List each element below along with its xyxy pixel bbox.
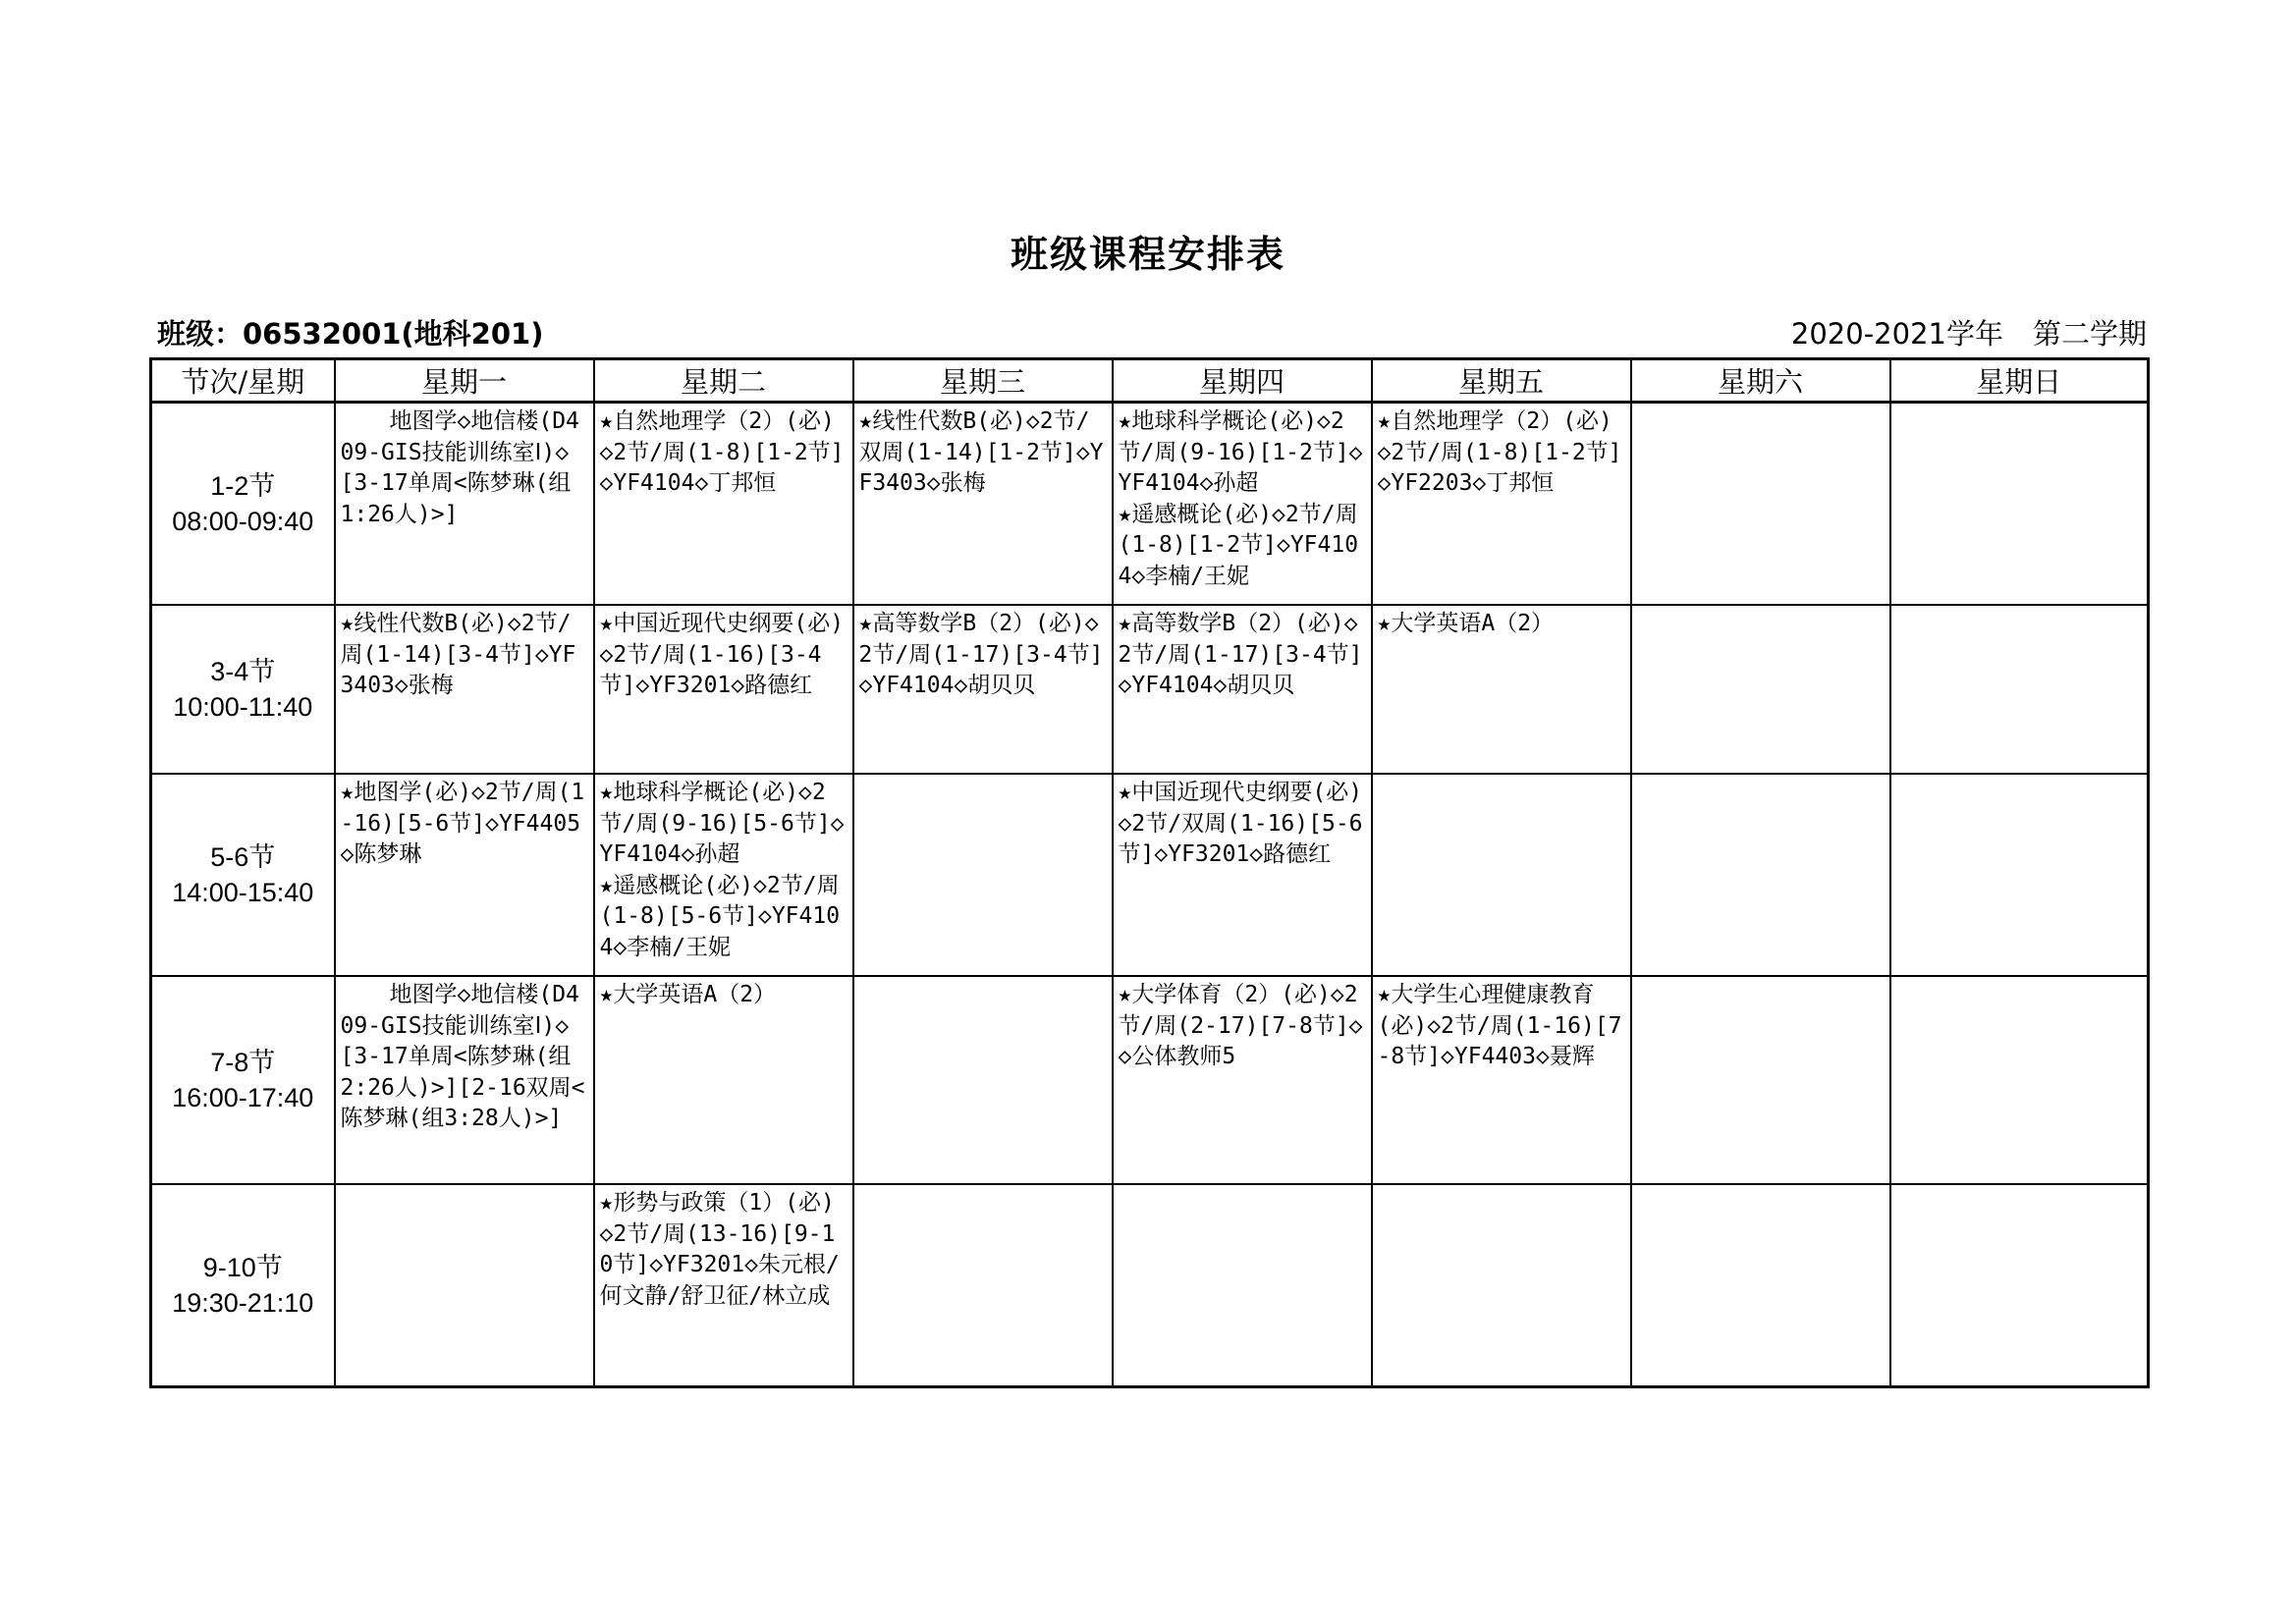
course-cell (1890, 1184, 2149, 1387)
schedule-row (151, 774, 2149, 976)
course-cell (335, 774, 594, 976)
header-friday: 星期五 (1372, 359, 1631, 403)
header-saturday: 星期六 (1631, 359, 1890, 403)
course-cell (1113, 1184, 1372, 1387)
course-entry: ★大学生心理健康教育(必)◇2节/周(1-16)[7-8节]◇YF4403◇聂辉 (1377, 982, 1622, 1069)
course-cell (1113, 774, 1372, 976)
course-cell (335, 976, 594, 1184)
period-cell (151, 403, 335, 606)
course-cell (1372, 605, 1631, 774)
header-tuesday: 星期二 (594, 359, 853, 403)
period-cell (151, 774, 335, 976)
course-cell (1372, 976, 1631, 1184)
course-entry: ★地图学(必)◇2节/周(1-16)[5-6节]◇YF4405◇陈梦琳 (340, 780, 585, 867)
course-cell (594, 976, 853, 1184)
course-entry: ★自然地理学（2）(必)◇2节/周(1-8)[1-2节]◇YF4104◇丁邦恒 (599, 408, 845, 496)
course-cell (1890, 403, 2149, 606)
course-cell (335, 1184, 594, 1387)
course-cell (1890, 976, 2149, 1184)
period-label: 1-2节 (210, 471, 276, 501)
period-time: 08:00-09:40 (172, 507, 314, 536)
academic-year: 2020-2021学年 (1790, 317, 2003, 351)
period-cell (151, 1184, 335, 1387)
schedule-row (151, 403, 2149, 606)
period-label: 5-6节 (210, 842, 276, 872)
course-cell (1631, 976, 1890, 1184)
page-title: 班级课程安排表 (1010, 233, 1285, 276)
course-cell (1631, 1184, 1890, 1387)
course-entry: ★自然地理学（2）(必)◇2节/周(1-8)[1-2节]◇YF2203◇丁邦恒 (1377, 408, 1622, 496)
header-row (151, 359, 2149, 403)
course-cell (1113, 403, 1372, 606)
period-time: 14:00-15:40 (172, 878, 314, 907)
course-cell (594, 774, 853, 976)
course-entry: ★大学英语A（2） (599, 982, 777, 1007)
course-entry: 地图学◇地信楼(D409-GIS技能训练室Ⅰ)◇[3-17单周<陈梦琳(组2:26人)>][2-16双周<陈梦琳(组3:28人)>] (340, 982, 585, 1131)
course-entry: ★地球科学概论(必)◇2节/周(9-16)[1-2节]◇YF4104◇孙超 (1118, 408, 1363, 496)
term-label: 第二学期 (2032, 317, 2147, 351)
schedule-row (151, 976, 2149, 1184)
course-cell (1890, 605, 2149, 774)
course-cell (335, 605, 594, 774)
header-wednesday: 星期三 (853, 359, 1113, 403)
period-label: 9-10节 (202, 1253, 283, 1282)
period-label: 3-4节 (210, 657, 276, 686)
period-time: 19:30-21:10 (172, 1288, 314, 1318)
course-entry: ★大学英语A（2） (1377, 611, 1555, 636)
course-cell (1372, 1184, 1631, 1387)
course-entry: ★遥感概论(必)◇2节/周(1-8)[5-6节]◇YF4104◇李楠/王妮 (599, 872, 841, 960)
course-cell (853, 605, 1113, 774)
header-period: 节次/星期 (151, 359, 335, 403)
class-label: 班级：06532001(地科201) (157, 317, 544, 351)
schedule-row (151, 1184, 2149, 1387)
period-cell (151, 976, 335, 1184)
course-cell (853, 774, 1113, 976)
course-entry: ★形势与政策（1）(必)◇2节/周(13-16)[9-10节]◇YF3201◇朱元根/何文静/舒卫征/林立成 (599, 1190, 840, 1309)
header-sunday: 星期日 (1890, 359, 2149, 403)
course-entry: ★线性代数B(必)◇2节/周(1-14)[3-4节]◇YF3403◇张梅 (340, 611, 576, 698)
course-entry: ★大学体育（2）(必)◇2节/周(2-17)[7-8节]◇◇公体教师5 (1118, 982, 1363, 1069)
course-cell (1631, 605, 1890, 774)
header-monday: 星期一 (335, 359, 594, 403)
course-entry: 地图学◇地信楼(D409-GIS技能训练室Ⅰ)◇[3-17单周<陈梦琳(组1:26人)>] (340, 408, 579, 527)
course-entry: ★中国近现代史纲要(必)◇2节/双周(1-16)[5-6节]◇YF3201◇路德红 (1118, 780, 1363, 867)
course-cell (1631, 774, 1890, 976)
course-cell (1372, 403, 1631, 606)
course-entry: ★高等数学B（2）(必)◇2节/周(1-17)[3-4节]◇YF4104◇胡贝贝 (1118, 611, 1363, 698)
course-cell (594, 1184, 853, 1387)
course-cell (853, 1184, 1113, 1387)
course-cell (853, 403, 1113, 606)
course-cell (853, 976, 1113, 1184)
schedule-table (149, 357, 2150, 1388)
course-cell (1890, 774, 2149, 976)
course-entry: ★高等数学B（2）(必)◇2节/周(1-17)[3-4节]◇YF4104◇胡贝贝 (858, 611, 1104, 698)
course-cell (1372, 774, 1631, 976)
course-cell (1631, 403, 1890, 606)
course-cell (1113, 605, 1372, 774)
period-cell (151, 605, 335, 774)
header-thursday: 星期四 (1113, 359, 1372, 403)
semester-info (1791, 312, 2147, 352)
course-cell (1113, 976, 1372, 1184)
course-entry: ★中国近现代史纲要(必)◇2节/周(1-16)[3-4节]◇YF3201◇路德红 (599, 611, 845, 698)
period-time: 10:00-11:40 (173, 692, 313, 722)
schedule-row (151, 605, 2149, 774)
period-time: 16:00-17:40 (172, 1083, 314, 1112)
course-cell (594, 605, 853, 774)
course-entry: ★遥感概论(必)◇2节/周(1-8)[1-2节]◇YF4104◇李楠/王妮 (1118, 501, 1359, 589)
course-entry: ★地球科学概论(必)◇2节/周(9-16)[5-6节]◇YF4104◇孙超 (599, 780, 845, 867)
course-cell (594, 403, 853, 606)
course-cell (335, 403, 594, 606)
period-label: 7-8节 (210, 1048, 276, 1077)
course-entry: ★线性代数B(必)◇2节/双周(1-14)[1-2节]◇YF3403◇张梅 (858, 408, 1104, 496)
